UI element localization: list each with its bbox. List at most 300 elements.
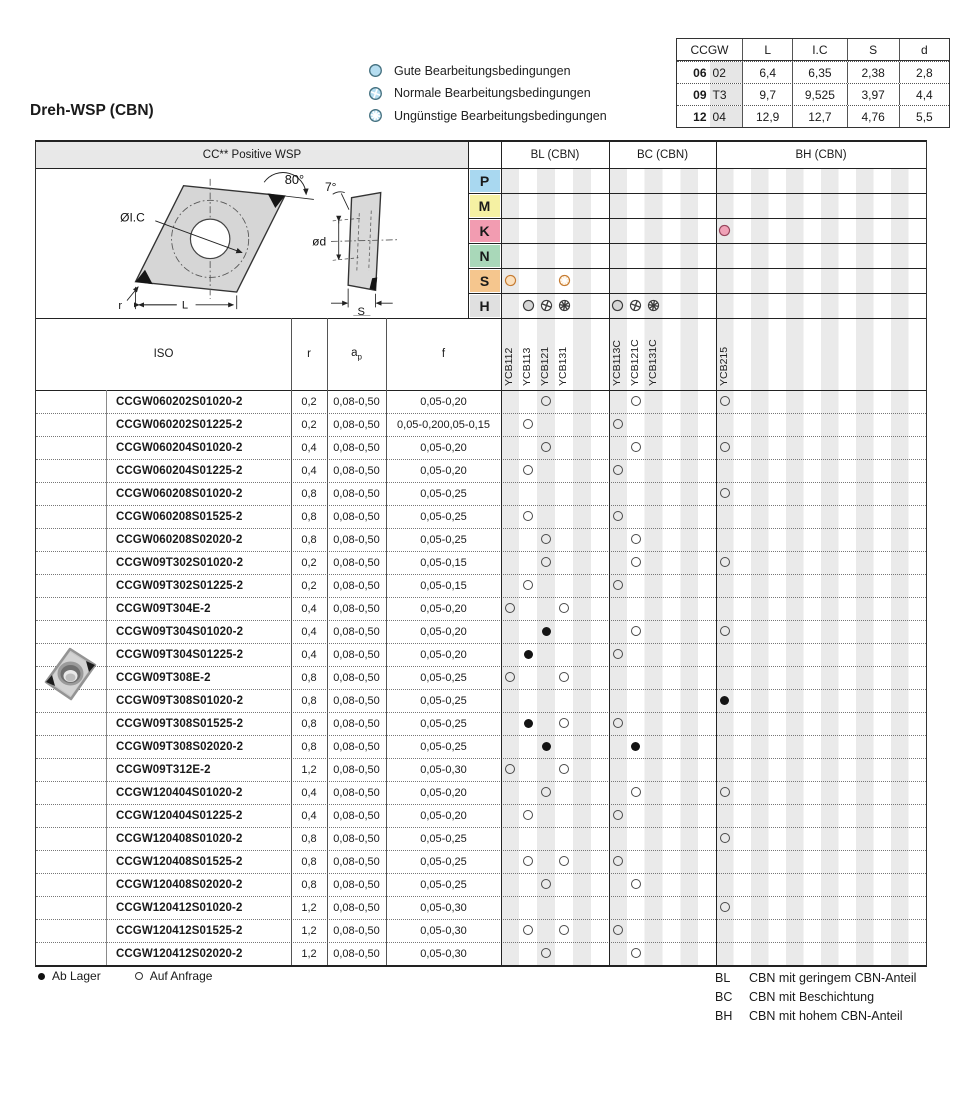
grade-stripe-cell xyxy=(609,268,716,293)
grade-stripe-cell xyxy=(609,597,716,620)
feed-value: 0,05-0,30 xyxy=(420,763,467,776)
grade-stripe-cell xyxy=(609,643,716,666)
matrix-row-line xyxy=(468,193,926,194)
grade-stripe-cell xyxy=(716,193,926,218)
cutting-depth-value: 0,08-0,50 xyxy=(333,648,380,661)
table-header-class-column xyxy=(468,142,501,168)
iso-designation: CCGW09T302S01020-2 xyxy=(116,556,244,569)
dims-value: 5,5 xyxy=(899,106,949,127)
ap-label: $a_p$ xyxy=(351,346,362,362)
grade-label-YCB113C: YCB113C xyxy=(610,340,623,386)
data-column-line xyxy=(386,318,387,965)
grade-stripe-cell xyxy=(609,896,716,919)
grade-type-code: BL xyxy=(715,970,731,985)
grade-label-YCB121C: YCB121C xyxy=(628,339,641,386)
grade-stripe-cell xyxy=(609,620,716,643)
grade-type-legend-item xyxy=(715,968,916,987)
labels-bottom-line xyxy=(36,390,926,391)
cutting-depth-value: 0,08-0,50 xyxy=(333,786,380,799)
grade-stripe-cell xyxy=(609,804,716,827)
grade-type-code: BC xyxy=(715,989,733,1004)
corner-radius-value: 0,4 xyxy=(301,441,317,454)
corner-radius-value: 1,2 xyxy=(301,947,317,960)
good-condition-mark xyxy=(504,274,517,287)
iso-designation: CCGW09T308S01020-2 xyxy=(116,694,244,707)
feed-value: 0,05-0,200,05-0,15 xyxy=(397,418,490,431)
in-stock-mark xyxy=(542,627,551,636)
dims-value: 12,7 xyxy=(792,106,846,127)
iso-designation: CCGW060202S01225-2 xyxy=(116,418,243,431)
grade-stripe-cell xyxy=(716,413,926,436)
on-request-mark xyxy=(613,718,623,728)
grade-stripe-cell xyxy=(501,390,609,413)
iso-designation: CCGW060208S01525-2 xyxy=(116,510,243,523)
dims-header-ic: I.C xyxy=(792,39,846,60)
grade-label-YCB215: YCB215 xyxy=(717,346,730,386)
grade-stripe-cell xyxy=(501,804,609,827)
dims-row xyxy=(677,83,949,105)
grade-stripe-cell xyxy=(716,942,926,965)
grade-stripe-cell xyxy=(716,896,926,919)
data-column-line xyxy=(327,318,328,965)
filled-circle-icon xyxy=(38,973,45,980)
dims-header-l: L xyxy=(742,39,792,60)
grade-stripe-cell xyxy=(716,390,926,413)
insert-drawing xyxy=(91,172,451,316)
dims-size-code: 09 T3 xyxy=(677,84,742,105)
corner-radius-value: 0,4 xyxy=(301,786,317,799)
iso-class-N: N xyxy=(470,245,500,267)
grade-stripe-cell xyxy=(716,689,926,712)
grade-stripe-cell xyxy=(716,293,926,318)
good-conditions-icon xyxy=(611,299,624,312)
grade-stripe-cell xyxy=(501,193,609,218)
cutting-depth-value: 0,08-0,50 xyxy=(333,487,380,500)
matrix-row-line xyxy=(468,293,926,294)
grade-stripe-cell xyxy=(716,781,926,804)
on-request-mark xyxy=(720,787,730,797)
condition-legend-label: Ungünstige Bearbeitungsbedingungen xyxy=(394,108,607,123)
feed-value: 0,05-0,20 xyxy=(420,441,467,454)
grade-stripe-cell xyxy=(609,505,716,528)
grade-stripe-cell xyxy=(501,459,609,482)
on-request-mark xyxy=(720,557,730,567)
grade-stripe-cell xyxy=(501,643,609,666)
grade-type-legend xyxy=(715,968,916,1025)
on-request-mark xyxy=(720,833,730,843)
corner-radius-value: 1,2 xyxy=(301,924,317,937)
grade-stripe-cell xyxy=(609,574,716,597)
cutting-depth-value: 0,08-0,50 xyxy=(333,694,380,707)
grade-stripe-cell xyxy=(609,436,716,459)
normal-conditions-icon xyxy=(540,299,553,312)
good-conditions-icon xyxy=(718,224,731,237)
grade-stripe-cell xyxy=(501,896,609,919)
svg-text:L: L xyxy=(181,299,189,312)
iso-designation: CCGW120408S02020-2 xyxy=(116,878,243,891)
dims-size-code: 06 02 xyxy=(677,62,742,83)
feed-value: 0,05-0,15 xyxy=(420,579,467,592)
iso-designation: CCGW120412S01525-2 xyxy=(116,924,243,937)
grade-stripe-cell xyxy=(716,804,926,827)
feed-value: 0,05-0,20 xyxy=(420,464,467,477)
grade-stripe-cell xyxy=(501,413,609,436)
grade-stripe-cell xyxy=(716,666,926,689)
grade-stripe-cell xyxy=(501,689,609,712)
iso-designation: CCGW120404S01225-2 xyxy=(116,809,243,822)
grade-stripe-cell xyxy=(501,850,609,873)
good-conditions-icon xyxy=(504,274,517,287)
cutting-depth-value: 0,08-0,50 xyxy=(333,579,380,592)
corner-radius-value: 0,8 xyxy=(301,671,317,684)
corner-radius-value: 0,4 xyxy=(301,602,317,615)
cutting-depth-value: 0,08-0,50 xyxy=(333,395,380,408)
cutting-depth-value: 0,08-0,50 xyxy=(333,418,380,431)
cutting-depth-value: 0,08-0,50 xyxy=(333,832,380,845)
condition-legend-label: Normale Bearbeitungsbedingungen xyxy=(394,86,591,100)
feed-value: 0,05-0,25 xyxy=(420,533,467,546)
adverse-condition-mark xyxy=(647,299,660,312)
group-separator-line xyxy=(609,142,610,965)
grade-stripe-cell xyxy=(609,850,716,873)
dims-header-s: S xyxy=(847,39,899,60)
cutting-depth-value: 0,08-0,50 xyxy=(333,717,380,730)
iso-designation: CCGW060204S01020-2 xyxy=(116,441,243,454)
cutting-depth-value: 0,08-0,50 xyxy=(333,878,380,891)
condition-legend-item xyxy=(368,108,607,123)
good-conditions-icon xyxy=(522,299,535,312)
grade-stripe-cell xyxy=(501,551,609,574)
grade-stripe-cell xyxy=(716,505,926,528)
on-request-mark xyxy=(720,396,730,406)
grade-stripe-cell xyxy=(501,620,609,643)
on-request-mark xyxy=(631,948,641,958)
dims-header-d: d xyxy=(899,39,949,60)
on-request-mark xyxy=(631,396,641,406)
feed-value: 0,05-0,20 xyxy=(420,395,467,408)
normal-conditions-icon xyxy=(368,86,383,101)
grade-stripe-cell xyxy=(716,712,926,735)
grade-stripe-cell xyxy=(609,168,716,193)
stock-legend-on-request xyxy=(135,969,213,983)
grade-group-header: BH (CBN) xyxy=(795,149,847,161)
on-request-mark xyxy=(631,534,641,544)
good-condition-mark xyxy=(718,224,731,237)
corner-radius-value: 0,4 xyxy=(301,648,317,661)
dims-row xyxy=(677,105,949,127)
corner-radius-value: 0,4 xyxy=(301,464,317,477)
header-bottom-line xyxy=(36,168,926,169)
grade-stripe-cell xyxy=(609,528,716,551)
adverse-condition-mark xyxy=(558,299,571,312)
grade-stripe-cell xyxy=(501,318,609,390)
feed-value: 0,05-0,25 xyxy=(420,694,467,707)
corner-radius-value: 0,4 xyxy=(301,809,317,822)
grade-stripe-cell xyxy=(609,827,716,850)
insert-photo xyxy=(42,646,100,702)
matrix-row-line xyxy=(468,218,926,219)
matrix-row-line xyxy=(468,243,926,244)
feed-value: 0,05-0,20 xyxy=(420,625,467,638)
stock-legend-label: Auf Anfrage xyxy=(149,969,213,983)
grade-stripe-cell xyxy=(501,712,609,735)
on-request-mark xyxy=(631,557,641,567)
grade-stripe-cell xyxy=(716,459,926,482)
on-request-mark xyxy=(613,810,623,820)
grade-stripe-cell xyxy=(609,666,716,689)
adverse-condition-mark xyxy=(558,274,571,287)
table-header-left: CC** Positive WSP xyxy=(36,142,468,168)
adverse-conditions-icon xyxy=(368,108,383,123)
grade-stripe-cell xyxy=(501,436,609,459)
good-condition-mark xyxy=(611,299,624,312)
stock-legend-in-stock xyxy=(38,969,101,983)
cutting-depth-value: 0,08-0,50 xyxy=(333,625,380,638)
group-separator-line xyxy=(716,142,717,965)
grade-stripe-cell xyxy=(501,482,609,505)
in-stock-mark xyxy=(524,650,533,659)
cutting-depth-value: 0,08-0,50 xyxy=(333,809,380,822)
matrix-bottom-line xyxy=(36,318,926,319)
grade-stripe-cell xyxy=(501,268,609,293)
feed-value: 0,05-0,25 xyxy=(420,487,467,500)
corner-radius-value: 0,8 xyxy=(301,832,317,845)
grade-stripe-cell xyxy=(716,620,926,643)
grade-stripe-cell xyxy=(609,758,716,781)
good-icon-holder xyxy=(368,63,383,78)
in-stock-mark xyxy=(542,742,551,751)
on-request-mark xyxy=(613,465,623,475)
grade-stripe-cell xyxy=(501,919,609,942)
grade-stripe-cell xyxy=(716,551,926,574)
svg-text:r: r xyxy=(118,300,123,313)
grade-stripe-cell xyxy=(501,735,609,758)
feed-value: 0,05-0,20 xyxy=(420,809,467,822)
grade-stripe-cell xyxy=(609,390,716,413)
on-request-mark xyxy=(720,902,730,912)
good-condition-mark xyxy=(522,299,535,312)
dims-row xyxy=(677,61,949,83)
grade-stripe-cell xyxy=(609,459,716,482)
corner-radius-value: 0,8 xyxy=(301,533,317,546)
grade-stripe-cell xyxy=(716,168,926,193)
column-header-f: f xyxy=(441,348,446,360)
cutting-depth-value: 0,08-0,50 xyxy=(333,533,380,546)
feed-value: 0,05-0,25 xyxy=(420,717,467,730)
on-request-mark xyxy=(613,511,623,521)
condition-legend-label: Gute Bearbeitungsbedingungen xyxy=(394,63,571,78)
iso-designation: CCGW09T304S01225-2 xyxy=(116,648,244,661)
cutting-depth-value: 0,08-0,50 xyxy=(333,763,380,776)
iso-designation: CCGW09T312E-2 xyxy=(116,763,211,776)
iso-designation: CCGW060208S01020-2 xyxy=(116,487,243,500)
grade-stripe-cell xyxy=(716,218,926,243)
feed-value: 0,05-0,25 xyxy=(420,878,467,891)
feed-value: 0,05-0,20 xyxy=(420,602,467,615)
grade-stripe-cell xyxy=(501,597,609,620)
column-header-iso: ISO xyxy=(153,348,174,360)
grade-stripe-cell xyxy=(609,689,716,712)
on-request-mark xyxy=(613,649,623,659)
stock-legend xyxy=(38,969,212,983)
cutting-depth-value: 0,08-0,50 xyxy=(333,602,380,615)
insert-grade-selection-table xyxy=(35,140,927,967)
cutting-depth-value: 0,08-0,50 xyxy=(333,947,380,960)
cutting-depth-value: 0,08-0,50 xyxy=(333,556,380,569)
dims-size-code: 12 04 xyxy=(677,106,742,127)
grade-stripe-cell xyxy=(501,873,609,896)
iso-designation: CCGW09T304S01020-2 xyxy=(116,625,244,638)
svg-text:ød: ød xyxy=(312,234,327,249)
dims-value: 9,7 xyxy=(742,84,792,105)
grade-stripe-cell xyxy=(716,850,926,873)
corner-radius-value: 0,8 xyxy=(301,855,317,868)
iso-designation: CCGW09T308E-2 xyxy=(116,671,211,684)
corner-radius-value: 0,2 xyxy=(301,418,317,431)
iso-designation: CCGW060202S01020-2 xyxy=(116,395,243,408)
grade-stripe-cell xyxy=(501,168,609,193)
normal-condition-mark xyxy=(540,299,553,312)
condition-legend-item xyxy=(368,86,591,101)
dims-value: 4,76 xyxy=(847,106,899,127)
iso-designation: CCGW060208S02020-2 xyxy=(116,533,243,546)
grade-stripe-cell xyxy=(716,574,926,597)
on-request-mark xyxy=(631,879,641,889)
grade-stripe-cell xyxy=(501,942,609,965)
grade-stripe-cell xyxy=(716,643,926,666)
corner-radius-value: 0,8 xyxy=(301,740,317,753)
grade-stripe-cell xyxy=(501,574,609,597)
feed-value: 0,05-0,20 xyxy=(420,786,467,799)
class-column-left-line xyxy=(468,142,469,318)
normal-conditions-icon xyxy=(629,299,642,312)
cutting-depth-value: 0,08-0,50 xyxy=(333,901,380,914)
feed-value: 0,05-0,25 xyxy=(420,832,467,845)
grade-stripe-cell xyxy=(501,218,609,243)
condition-legend-item xyxy=(368,63,571,78)
on-request-mark xyxy=(720,442,730,452)
iso-class-P: P xyxy=(470,170,500,192)
feed-value: 0,05-0,30 xyxy=(420,901,467,914)
grade-type-text: CBN mit hohem CBN-Anteil xyxy=(749,1008,903,1023)
grade-stripe-cell xyxy=(716,597,926,620)
grade-stripe-cell xyxy=(609,873,716,896)
insert-dimensions-table xyxy=(676,38,950,128)
matrix-row-line xyxy=(468,268,926,269)
grade-stripe-cell xyxy=(716,758,926,781)
corner-radius-value: 1,2 xyxy=(301,901,317,914)
in-stock-mark xyxy=(524,719,533,728)
grade-group-header: BL (CBN) xyxy=(530,149,580,161)
grade-stripe-cell xyxy=(609,243,716,268)
svg-text:7°: 7° xyxy=(325,179,337,194)
feed-value: 0,05-0,25 xyxy=(420,855,467,868)
grade-stripe-cell xyxy=(716,735,926,758)
grade-stripe-cell xyxy=(609,735,716,758)
iso-designation: CCGW09T304E-2 xyxy=(116,602,211,615)
adverse-icon-holder xyxy=(368,108,383,123)
grade-stripe-cell xyxy=(501,293,609,318)
grade-stripe-cell xyxy=(609,482,716,505)
grade-stripe-cell xyxy=(609,712,716,735)
dims-header-ccgw: CCGW xyxy=(690,42,729,57)
feed-value: 0,05-0,30 xyxy=(420,924,467,937)
iso-designation: CCGW120412S02020-2 xyxy=(116,947,243,960)
iso-designation: CCGW120412S01020-2 xyxy=(116,901,243,914)
grade-stripe-cell xyxy=(501,781,609,804)
grade-stripe-cell xyxy=(609,218,716,243)
grade-stripe-cell xyxy=(716,436,926,459)
grade-type-text: CBN mit geringem CBN-Anteil xyxy=(749,970,917,985)
cutting-depth-value: 0,08-0,50 xyxy=(333,441,380,454)
feed-value: 0,05-0,15 xyxy=(420,556,467,569)
feed-value: 0,05-0,30 xyxy=(420,947,467,960)
on-request-mark xyxy=(613,925,623,935)
photo-column-line xyxy=(106,390,107,965)
normal-condition-mark xyxy=(629,299,642,312)
grade-type-legend-item xyxy=(715,987,916,1006)
grade-stripe-cell xyxy=(609,781,716,804)
on-request-mark xyxy=(631,626,641,636)
grade-stripe-cell xyxy=(609,293,716,318)
dims-value: 6,4 xyxy=(742,62,792,83)
dims-value: 9,525 xyxy=(792,84,846,105)
iso-class-M: M xyxy=(470,195,500,217)
corner-radius-value: 1,2 xyxy=(301,763,317,776)
iso-class-K: K xyxy=(470,220,500,242)
cutting-depth-value: 0,08-0,50 xyxy=(333,740,380,753)
dims-value: 2,8 xyxy=(899,62,949,83)
iso-designation: CCGW120408S01525-2 xyxy=(116,855,243,868)
grade-stripe-cell xyxy=(716,827,926,850)
corner-radius-value: 0,8 xyxy=(301,717,317,730)
iso-class-H: H xyxy=(470,295,500,317)
grade-label-YCB131C: YCB131C xyxy=(646,339,659,386)
corner-radius-value: 0,4 xyxy=(301,625,317,638)
normal-icon-holder xyxy=(368,86,383,101)
dims-value: 12,9 xyxy=(742,106,792,127)
group-separator-line xyxy=(501,142,502,965)
grade-stripe-cell xyxy=(716,873,926,896)
grade-type-legend-item xyxy=(715,1006,916,1025)
corner-radius-value: 0,2 xyxy=(301,556,317,569)
corner-radius-value: 0,8 xyxy=(301,510,317,523)
grade-label-YCB112: YCB112 xyxy=(503,347,515,386)
grade-stripe-cell xyxy=(501,505,609,528)
column-header-ap xyxy=(327,318,386,390)
grade-stripe-cell xyxy=(501,528,609,551)
open-circle-icon xyxy=(135,972,143,980)
on-request-mark xyxy=(613,856,623,866)
grade-stripe-cell xyxy=(716,919,926,942)
cutting-depth-value: 0,08-0,50 xyxy=(333,924,380,937)
on-request-mark xyxy=(613,580,623,590)
grade-type-code: BH xyxy=(715,1008,733,1023)
grade-stripe-cell xyxy=(501,666,609,689)
grade-stripe-cell xyxy=(609,942,716,965)
on-request-mark xyxy=(720,488,730,498)
cutting-depth-value: 0,08-0,50 xyxy=(333,510,380,523)
dims-value: 4,4 xyxy=(899,84,949,105)
feed-value: 0,05-0,25 xyxy=(420,510,467,523)
adverse-conditions-icon xyxy=(558,299,571,312)
iso-designation: CCGW09T308S02020-2 xyxy=(116,740,244,753)
adverse-conditions-icon xyxy=(647,299,660,312)
grade-type-text: CBN mit Beschichtung xyxy=(749,989,875,1004)
dims-value: 3,97 xyxy=(847,84,899,105)
svg-text:80°: 80° xyxy=(284,172,305,187)
dims-value: 6,35 xyxy=(792,62,846,83)
